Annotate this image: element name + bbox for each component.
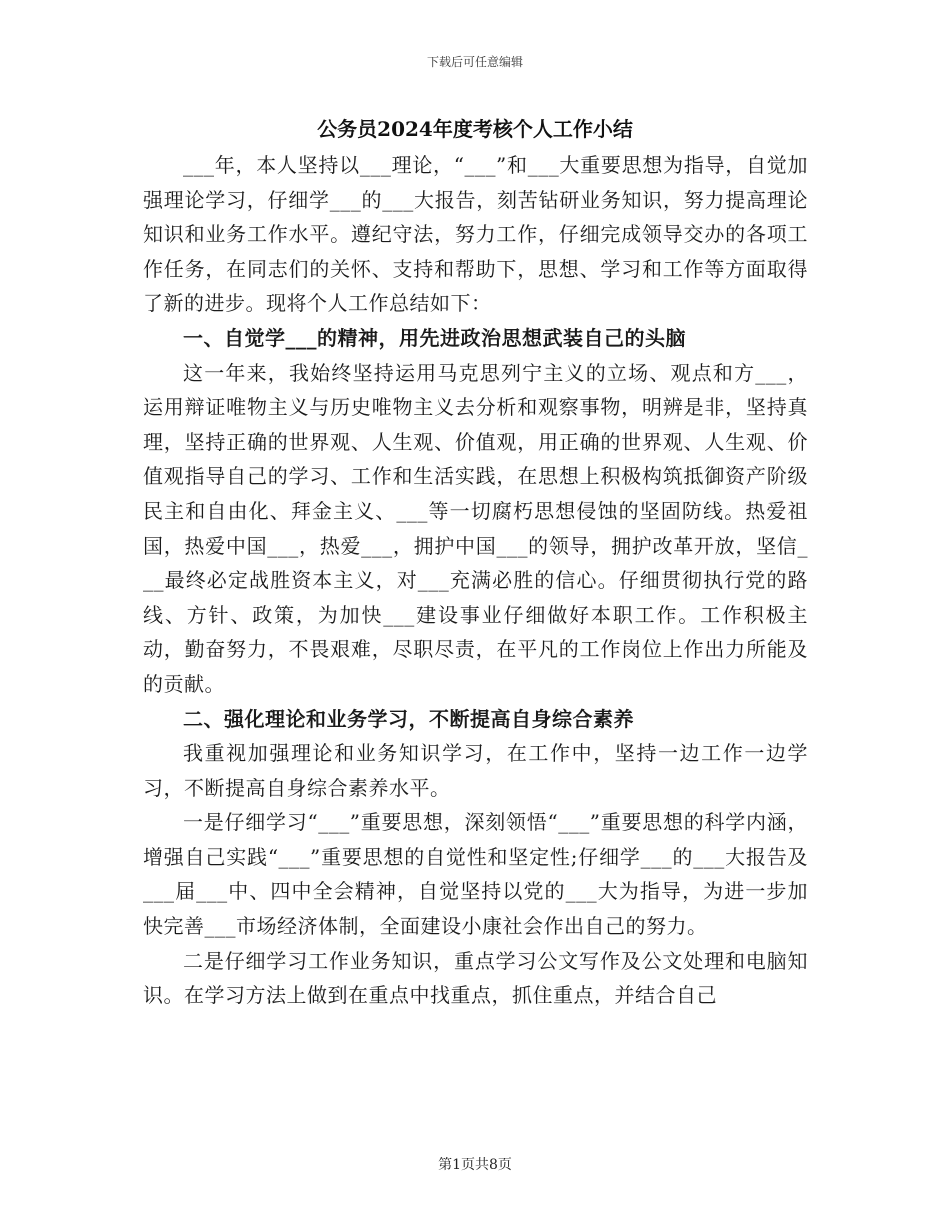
section-2-intro-paragraph: 我重视加强理论和业务知识学习，在工作中，坚持一边工作一边学习，不断提高自身综合素养水平。 [143,741,808,800]
intro-paragraph: ___年，本人坚持以___理论，“___”和___大重要思想为指导，自觉加强理论学习，仔细学___的___大报告，刻苦钻研业务知识，努力提高理论知识和业务工作水平。遵纪守法，努力工作，仔细完成领导交办的各项工作任务，在同志们的关怀、支持和帮助下，思想、学习和工作等方面取得了新的进步。现将个人工作总结如下： [143,153,808,316]
page-footer-number: 第1页共8页 [438,1157,512,1173]
section-2-item-2-paragraph: 二是仔细学习工作业务知识，重点学习公文写作及公文处理和电脑知识。在学习方法上做到在重点中找重点，抓住重点，并结合自己 [143,948,808,1008]
document-body [143,148,808,1013]
section-heading-2: 二、强化理论和业务学习，不断提高自身综合素养 [183,706,634,731]
document-title: 公务员2024年度考核个人工作小结 [317,117,633,141]
page-header-note: 下载后可任意编辑 [426,55,523,69]
section-2-item-1-paragraph: 一是仔细学习“___”重要思想，深刻领悟“___”重要思想的科学内涵，增强自己实践“___”重要思想的自觉性和坚定性;仔细学___的___大报告及___届___中、四中全会精神，自觉坚持以党的___大为指导，为进一步加快完善___市场经济体制，全面建设小康社会作出自己的努力。 [143,810,808,939]
section-heading-1: 一、自觉学___的精神，用先进政治思想武装自己的头脑 [183,325,686,350]
section-1-paragraph: 这一年来，我始终坚持运用马克思列宁主义的立场、观点和方___，运用辩证唯物主义与历史唯物主义去分析和观察事物，明辨是非，坚持真理，坚持正确的世界观、人生观、价值观，用正确的世界观、人生观、价值观指导自己的学习、工作和生活实践，在思想上积极构筑抵御资产阶级民主和自由化、拜金主义、___等一切腐朽思想侵蚀的坚固防线。热爱祖国，热爱中国___，热爱___，拥护中国___的领导，拥护改革开放，坚信___最终必定战胜资本主义，对___充满必胜的信心。仔细贯彻执行党的路线、方针、政策，为加快___建设事业仔细做好本职工作。工作积极主动，勤奋努力，不畏艰难，尽职尽责，在平凡的工作岗位上作出力所能及的贡献。 [143,360,808,696]
